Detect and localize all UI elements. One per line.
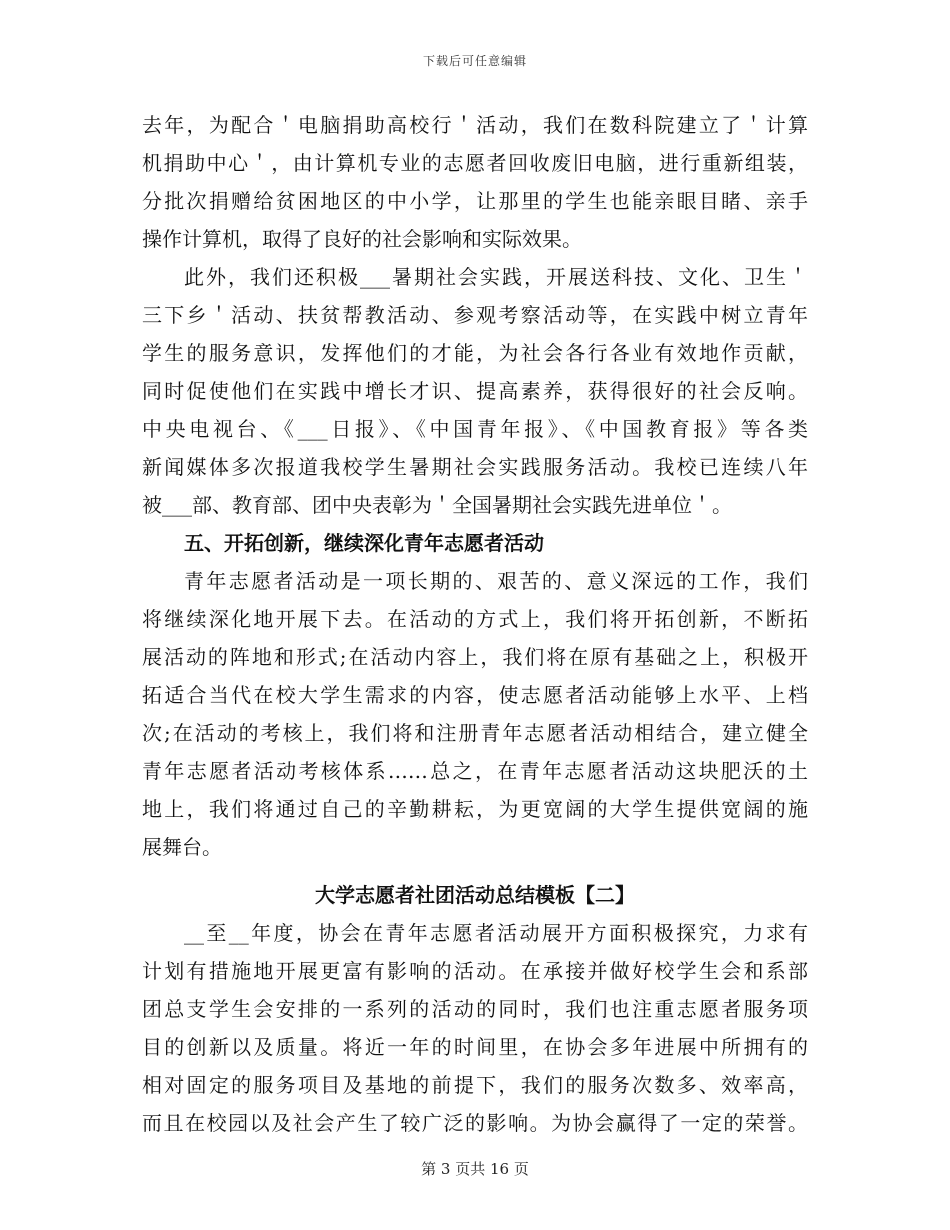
paragraph-line: 分批次捐赠给贫困地区的中小学，让那里的学生也能亲眼目睹、亲手 — [142, 189, 808, 213]
paragraph-line: 被___部、教育部、团中央表彰为＇全国暑期社会实践先进单位＇。 — [142, 493, 732, 517]
paragraph-line: 中央电视台、《___日报》、《中国青年报》、《中国教育报》等各类 — [142, 417, 808, 441]
paragraph-line: 机捐助中心＇，由计算机专业的志愿者回收废旧电脑，进行重新组装， — [142, 151, 808, 175]
paragraph-line: 计划有措施地开展更富有影响的活动。在承接并做好校学生会和系部 — [142, 959, 808, 983]
paragraph-line: 目的创新以及质量。将近一年的时间里，在协会多年进展中所拥有的 — [142, 1035, 808, 1059]
page-number: 第 3 页共 16 页 — [421, 1160, 529, 1178]
paragraph-line: 青年志愿者活动考核体系……总之，在青年志愿者活动这块肥沃的土 — [142, 759, 808, 783]
paragraph-line: 学生的服务意识，发挥他们的才能，为社会各行各业有效地作贡献， — [142, 341, 808, 365]
paragraph-line: 展活动的阵地和形式;在活动内容上，我们将在原有基础之上，积极开 — [142, 645, 808, 669]
paragraph-line: 次;在活动的考核上，我们将和注册青年志愿者活动相结合，建立健全 — [142, 721, 808, 745]
paragraph-line: 而且在校园以及社会产生了较广泛的影响。为协会赢得了一定的荣誉。 — [142, 1111, 808, 1135]
document-body — [142, 106, 808, 1142]
document-title: 大学志愿者社团活动总结模板【二】 — [315, 883, 635, 907]
paragraph-line: 去年，为配合＇电脑捐助高校行＇活动，我们在数科院建立了＇计算 — [142, 113, 808, 137]
paragraph-future-plans — [142, 562, 808, 866]
paragraph-line: 将继续深化地开展下去。在活动的方式上，我们将开拓创新，不断拓 — [142, 607, 808, 631]
paragraph-line: 地上，我们将通过自己的辛勤耕耘，为更宽阔的大学生提供宽阔的施 — [142, 797, 808, 821]
paragraph-line: 新闻媒体多次报道我校学生暑期社会实践服务活动。我校已连续八年 — [142, 455, 808, 479]
paragraph-line: 团总支学生会安排的一系列的活动的同时，我们也注重志愿者服务项 — [142, 997, 808, 1021]
paragraph-line: 青年志愿者活动是一项长期的、艰苦的、意义深远的工作，我们 — [184, 569, 808, 593]
paragraph-line: 同时促使他们在实践中增长才识、提高素养，获得很好的社会反响。 — [142, 379, 808, 403]
paragraph-line: 展舞台。 — [142, 835, 222, 859]
paragraph-line: 此外，我们还积极___暑期社会实践，开展送科技、文化、卫生＇ — [184, 265, 808, 289]
paragraph-summer-practice — [142, 258, 808, 524]
paragraph-annual-overview — [142, 914, 808, 1142]
paragraph-line: 三下乡＇活动、扶贫帮教活动、参观考察活动等，在实践中树立青年 — [142, 303, 808, 327]
paragraph-computer-donation — [142, 106, 808, 258]
paragraph-line: 相对固定的服务项目及基地的前提下，我们的服务次数多、效率高， — [142, 1073, 808, 1097]
page-header: 下载后可任意编辑 — [422, 54, 527, 68]
paragraph-line: __至__年度，协会在青年志愿者活动展开方面积极探究，力求有 — [184, 921, 808, 945]
section-heading: 五、开拓创新，继续深化青年志愿者活动 — [184, 531, 544, 555]
paragraph-line: 操作计算机，取得了良好的社会影响和实际效果。 — [142, 227, 582, 251]
paragraph-line: 拓适合当代在校大学生需求的内容，使志愿者活动能够上水平、上档 — [142, 683, 808, 707]
